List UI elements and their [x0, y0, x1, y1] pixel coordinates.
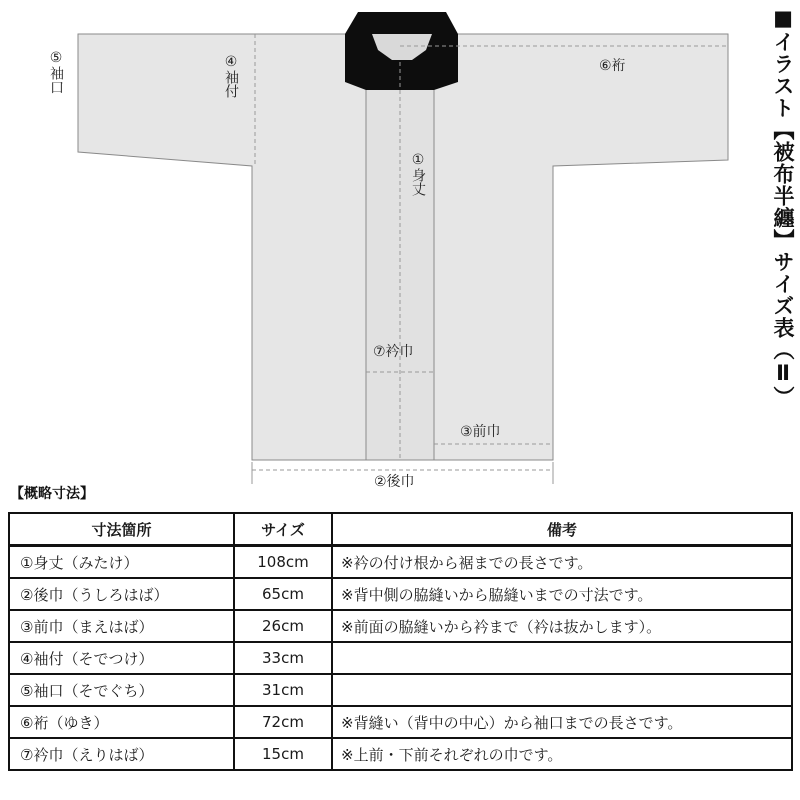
- table-row: [9, 610, 792, 642]
- header-part: 寸法箇所: [9, 513, 234, 546]
- cell-size: 31cm: [234, 674, 332, 706]
- cell-part: ②後巾（うしろはば）: [9, 578, 234, 610]
- cell-part: ①身丈（みたけ）: [9, 546, 234, 579]
- cell-note: ※上前・下前それぞれの巾です。: [332, 738, 792, 770]
- cell-size: 108cm: [234, 546, 332, 579]
- header-size: サイズ: [234, 513, 332, 546]
- table-row: [9, 706, 792, 738]
- label-sodeguchi: ⑤袖口: [48, 50, 64, 94]
- label-erihaba: ⑦衿巾: [373, 344, 414, 360]
- table-row: [9, 546, 792, 579]
- cell-note: ※背縫い（背中の中心）から袖口までの長さです。: [332, 706, 792, 738]
- section-title: 【概略寸法】: [10, 486, 94, 502]
- cell-part: ③前巾（まえはば）: [9, 610, 234, 642]
- table-row: [9, 738, 792, 770]
- cell-note: ※前面の脇縫いから衿まで（衿は抜かします）。: [332, 610, 792, 642]
- cell-note: [332, 674, 792, 706]
- label-maehaba: ③前巾: [460, 424, 501, 440]
- side-title: ■イラスト【被布半纏】サイズ表（Ⅱ）: [771, 6, 795, 408]
- cell-part: ⑥裄（ゆき）: [9, 706, 234, 738]
- cell-size: 33cm: [234, 642, 332, 674]
- table-row: [9, 642, 792, 674]
- cell-part: ⑦衿巾（えりはば）: [9, 738, 234, 770]
- label-sodetsuke: ④袖付: [223, 54, 239, 98]
- table-row: [9, 674, 792, 706]
- cell-part: ⑤袖口（そでぐち）: [9, 674, 234, 706]
- cell-size: 26cm: [234, 610, 332, 642]
- cell-part: ④袖付（そでつけ）: [9, 642, 234, 674]
- size-table: [8, 512, 793, 771]
- table-header-row: [9, 513, 792, 546]
- table-row: [9, 578, 792, 610]
- cell-size: 65cm: [234, 578, 332, 610]
- label-mitake: ①身丈: [410, 152, 426, 196]
- header-note: 備考: [332, 513, 792, 546]
- cell-note: ※衿の付け根から裾までの長さです。: [332, 546, 792, 579]
- cell-note: ※背中側の脇縫いから脇縫いまでの寸法です。: [332, 578, 792, 610]
- cell-size: 15cm: [234, 738, 332, 770]
- label-ushirohaba: ②後巾: [374, 474, 415, 490]
- cell-size: 72cm: [234, 706, 332, 738]
- label-yuki: ⑥裄: [599, 58, 626, 74]
- cell-note: [332, 642, 792, 674]
